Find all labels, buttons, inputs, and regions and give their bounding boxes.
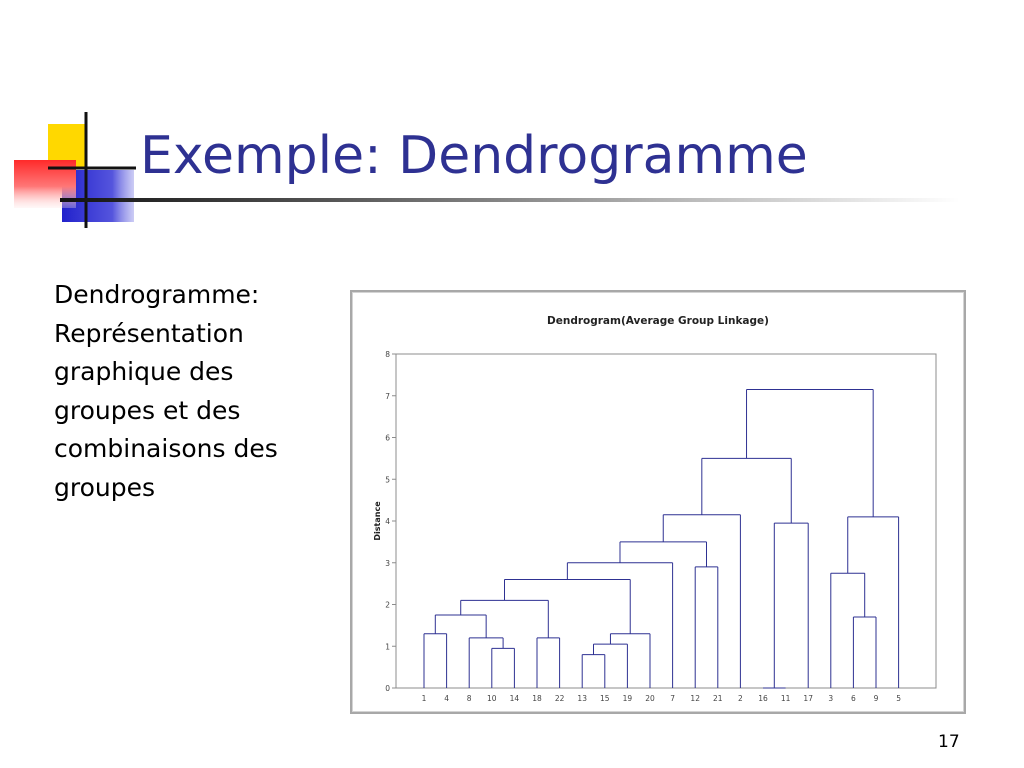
slide-title: Exemple: Dendrogramme [140,126,808,186]
leaf-label: 18 [532,694,542,703]
leaf-label: 1 [421,694,427,703]
dendrogram-chart-frame [350,290,966,714]
leaf-label: 10 [487,694,497,703]
y-tick-label: 2 [385,600,390,610]
leaf-label: 13 [577,694,587,703]
y-tick-label: 3 [385,558,390,568]
leaf-label: 12 [690,694,700,703]
leaf-label: 9 [873,694,879,703]
y-tick-label: 1 [385,642,390,652]
y-tick-label: 6 [385,433,390,443]
body-line: Dendrogramme: [54,280,260,309]
leaf-label: 2 [738,694,743,703]
leaf-label: 5 [896,694,901,703]
leaf-label: 19 [622,694,633,703]
body-line: groupes et des [54,395,241,425]
y-tick-label: 0 [385,684,390,693]
leaf-label: 7 [670,694,675,703]
leaf-label: 22 [554,694,565,703]
leaf-label: 4 [444,694,449,703]
leaf-label: 21 [713,694,723,703]
dendrogram-chart [352,292,964,712]
leaf-label: 17 [803,694,813,703]
leaf-label: 16 [758,694,768,703]
leaf-label: 20 [645,694,655,703]
leaf-label: 15 [600,694,610,703]
leaf-label: 8 [466,694,472,703]
y-tick-label: 5 [385,475,390,485]
title-decoration [0,0,150,240]
body-text [54,276,334,507]
leaf-label: 6 [851,694,856,703]
body-line: combinaisons des [54,434,278,463]
y-axis-label: Distance [373,501,382,541]
leaf-label: 14 [509,694,520,703]
body-line: groupes [54,472,156,502]
y-tick-label: 8 [385,350,390,359]
page-number: 17 [938,732,960,752]
chart-title: Dendrogram(Average Group Linkage) [547,315,769,327]
y-tick-label: 7 [385,391,390,401]
y-tick-label: 4 [385,517,390,526]
leaf-label: 3 [828,694,834,703]
leaf-label: 11 [780,694,791,703]
body-line: graphique des [54,357,234,386]
title-underline [60,198,960,202]
body-line: Représentation [54,318,244,348]
